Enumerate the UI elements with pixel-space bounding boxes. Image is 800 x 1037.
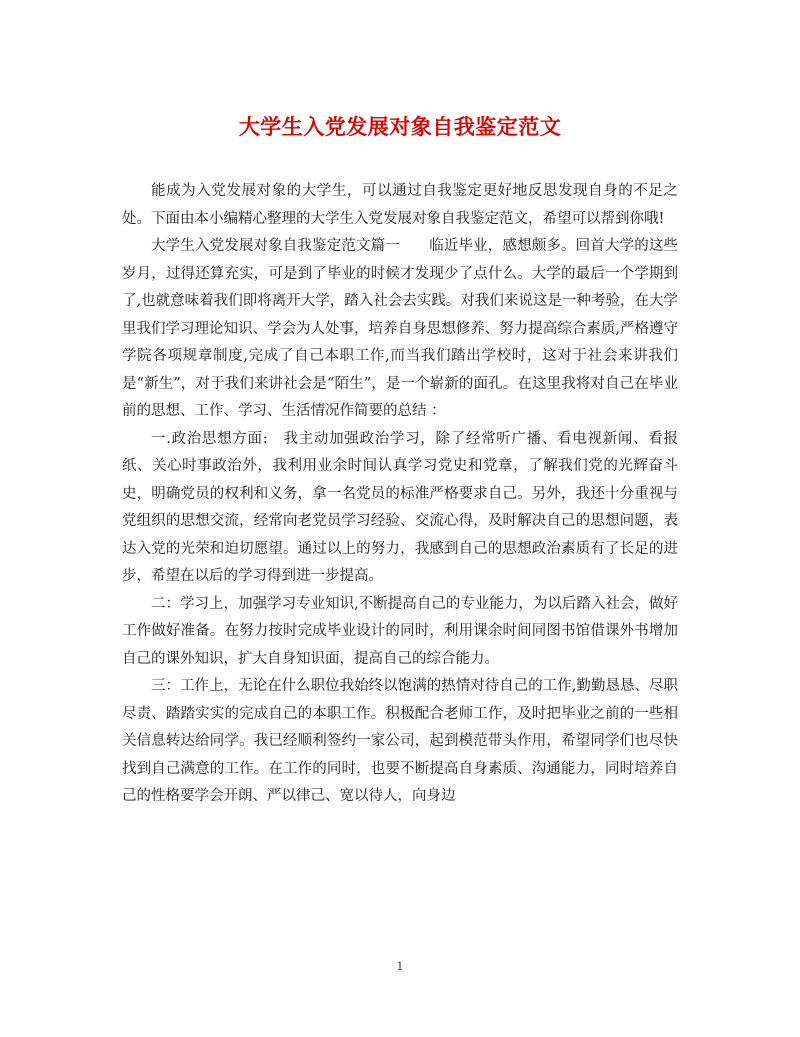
document-body xyxy=(122,178,678,811)
paragraph-sample-one: 大学生入党发展对象自我鉴定范文篇一 临近毕业，感想颇多。回首大学的这些岁月，过得还算充实，可是到了毕业的时候才发现少了点什么。大学的最后一个学期到了,也就意味着我们即将离开大学，踏入社会去实践。对我们来说这是一种考验，在大学里我们学习理论知识、学会为人处事，培养自身思想修养、努力提高综合素质,严格遵守学院各项规章制度,完成了自己本职工作,而当我们踏出学校时，这对于社会来讲我们是“新生”，对于我们来讲社会是“陌生”，是一个崭新的面孔。在这里我将对自己在毕业前的思想、工作、学习、生活情况作简要的总结 ： xyxy=(122,238,678,419)
page-number: 1 xyxy=(396,960,404,973)
paragraph-political: 一.政治思想方面: 我主动加强政治学习，除了经常听广播、看电视新闻、看报纸、关心时事政治外，我利用业余时间认真学习党史和党章，了解我们党的光辉奋斗史，明确党员的权利和义务，拿一名党员的标准严格要求自己。另外，我还十分重视与党组织的思想交流，经常向老党员学习经验、交流心得，及时解决自己的思想问题，表达入党的光荣和迫切愿望。通过以上的努力，我感到自己的思想政治素质有了长足的进步，希望在以后的学习得到进一步提高。 xyxy=(122,430,678,584)
document-title: 大学生入党发展对象自我鉴定范文 xyxy=(238,114,562,139)
paragraph-study: 二：学习上，加强学习专业知识,不断提高自己的专业能力，为以后踏入社会，做好工作做好准备。在努力按时完成毕业设计的同时，利用课余时间同图书馆借课外书增加自己的课外知识，扩大自身知识面，提高自己的综合能力。 xyxy=(122,595,678,667)
paragraph-intro: 能成为入党发展对象的大学生，可以通过自我鉴定更好地反思发现自身的不足之处。下面由本小编精心整理的大学生入党发展对象自我鉴定范文，希望可以帮到你哦! xyxy=(122,183,678,227)
paragraph-work: 三：工作上，无论在什么职位我始终以饱满的热情对待自己的工作,勤勤恳恳、尽职尽责、踏踏实实的完成自己的本职工作。积极配合老师工作，及时把毕业之前的一些相关信息转达给同学。我已经顺利签约一家公司，起到模范带头作用，希望同学们也尽快找到自己满意的工作。在工作的同时，也要不断提高自身素质、沟通能力，同时培养自己的性格要学会开朗、严以律己、宽以待人，向身边 xyxy=(122,678,678,804)
